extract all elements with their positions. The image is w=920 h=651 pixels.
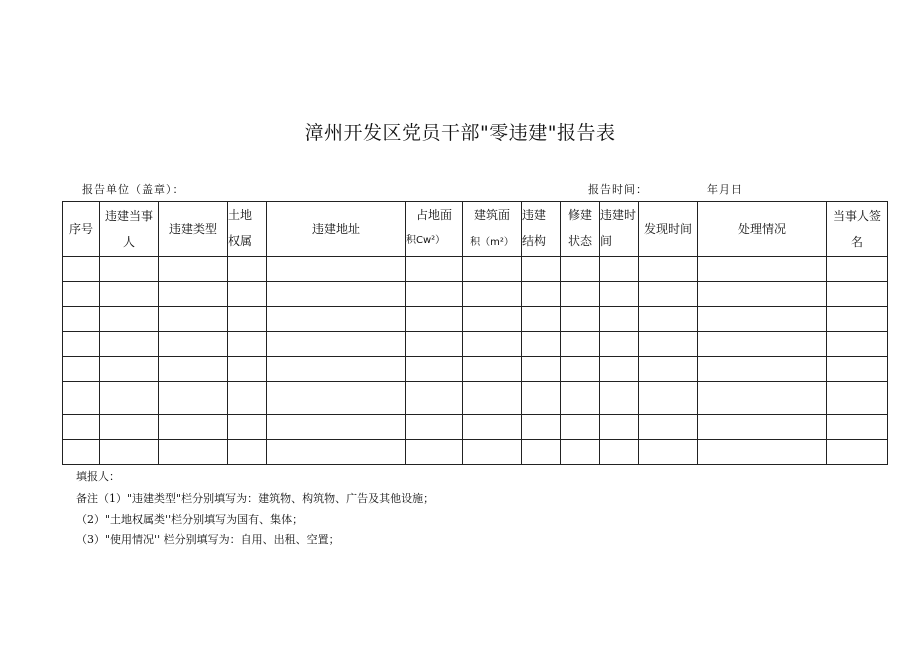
table-cell[interactable] <box>639 332 698 357</box>
table-header-row <box>63 202 888 257</box>
table-cell[interactable] <box>639 382 698 415</box>
table-cell[interactable] <box>522 307 561 332</box>
table-cell[interactable] <box>100 440 159 465</box>
table-cell[interactable] <box>267 440 406 465</box>
table-cell[interactable] <box>827 440 888 465</box>
table-cell[interactable] <box>827 357 888 382</box>
table-cell[interactable] <box>100 382 159 415</box>
table-cell[interactable] <box>267 357 406 382</box>
header-repair-status: 修建 状态 <box>561 202 600 257</box>
table-cell[interactable] <box>63 415 100 440</box>
table-cell[interactable] <box>698 382 827 415</box>
table-cell[interactable] <box>228 307 267 332</box>
table-cell[interactable] <box>159 282 228 307</box>
table-row <box>63 382 888 415</box>
table-cell[interactable] <box>698 282 827 307</box>
table-cell[interactable] <box>827 415 888 440</box>
table-cell[interactable] <box>463 415 522 440</box>
table-cell[interactable] <box>600 257 639 282</box>
table-cell[interactable] <box>228 282 267 307</box>
table-cell[interactable] <box>267 332 406 357</box>
table-cell[interactable] <box>463 332 522 357</box>
table-cell[interactable] <box>600 440 639 465</box>
header-address: 违建地址 <box>267 202 406 257</box>
table-cell[interactable] <box>463 357 522 382</box>
table-cell[interactable] <box>406 357 463 382</box>
table-cell[interactable] <box>159 357 228 382</box>
table-cell[interactable] <box>267 282 406 307</box>
note-2: （2）"土地权属类''栏分别填写为国有、集体； <box>76 513 304 526</box>
report-unit-label: 报告单位（盖章）： <box>82 183 185 196</box>
table-cell[interactable] <box>228 382 267 415</box>
table-cell[interactable] <box>639 415 698 440</box>
table-cell[interactable] <box>698 307 827 332</box>
table-cell[interactable] <box>639 282 698 307</box>
table-cell[interactable] <box>600 307 639 332</box>
header-found-time: 发现时间 <box>639 202 698 257</box>
header-floor-area: 占地面 积Cw²） <box>406 202 463 257</box>
report-date-label: 年月日 <box>707 183 743 196</box>
table-row <box>63 440 888 465</box>
header-build-time: 违建时 间 <box>600 202 639 257</box>
header-land-ownership: 土地 权属 <box>228 202 267 257</box>
table-row <box>63 332 888 357</box>
note-3: （3）"使用情况'' 栏分别填写为：自用、出租、空置； <box>76 533 340 546</box>
table-cell[interactable] <box>639 257 698 282</box>
table-cell[interactable] <box>159 307 228 332</box>
table-cell[interactable] <box>698 357 827 382</box>
table-cell[interactable] <box>600 332 639 357</box>
table-cell[interactable] <box>159 415 228 440</box>
table-cell[interactable] <box>827 257 888 282</box>
header-type: 违建类型 <box>159 202 228 257</box>
table-cell[interactable] <box>639 440 698 465</box>
table-cell[interactable] <box>463 307 522 332</box>
table-cell[interactable] <box>63 332 100 357</box>
table-cell[interactable] <box>827 282 888 307</box>
table-cell[interactable] <box>600 357 639 382</box>
table-cell[interactable] <box>100 257 159 282</box>
table-cell[interactable] <box>100 332 159 357</box>
table-cell[interactable] <box>100 415 159 440</box>
header-build-area: 建筑面 积（m²） <box>463 202 522 257</box>
table-cell[interactable] <box>406 257 463 282</box>
table-cell[interactable] <box>228 440 267 465</box>
table-cell[interactable] <box>100 357 159 382</box>
header-handling: 处理情况 <box>698 202 827 257</box>
table-cell[interactable] <box>600 382 639 415</box>
table-cell[interactable] <box>561 440 600 465</box>
table-cell[interactable] <box>228 357 267 382</box>
table-cell[interactable] <box>406 415 463 440</box>
table-row <box>63 257 888 282</box>
table-cell[interactable] <box>228 257 267 282</box>
table-cell[interactable] <box>600 415 639 440</box>
table-body <box>63 257 888 465</box>
table-cell[interactable] <box>406 382 463 415</box>
table-cell[interactable] <box>267 415 406 440</box>
table-cell[interactable] <box>561 357 600 382</box>
table-cell[interactable] <box>522 382 561 415</box>
table-cell[interactable] <box>522 415 561 440</box>
table-cell[interactable] <box>406 332 463 357</box>
table-cell[interactable] <box>100 307 159 332</box>
table-cell[interactable] <box>159 257 228 282</box>
table-cell[interactable] <box>827 307 888 332</box>
header-sign: 当事人签 名 <box>827 202 888 257</box>
header-party: 违建当事 人 <box>100 202 159 257</box>
table-cell[interactable] <box>522 332 561 357</box>
table-cell[interactable] <box>267 257 406 282</box>
table-cell[interactable] <box>100 282 159 307</box>
table-cell[interactable] <box>639 357 698 382</box>
table-cell[interactable] <box>63 382 100 415</box>
table-cell[interactable] <box>522 257 561 282</box>
table-cell[interactable] <box>561 307 600 332</box>
table-cell[interactable] <box>827 382 888 415</box>
report-time-label: 报告时间： <box>588 183 648 196</box>
table-cell[interactable] <box>463 257 522 282</box>
table-cell[interactable] <box>159 332 228 357</box>
table-cell[interactable] <box>406 282 463 307</box>
table-cell[interactable] <box>63 357 100 382</box>
table-cell[interactable] <box>406 307 463 332</box>
table-cell[interactable] <box>228 332 267 357</box>
table-row <box>63 357 888 382</box>
table-row <box>63 415 888 440</box>
table-cell[interactable] <box>228 415 267 440</box>
filler-label: 填报人： <box>76 470 120 483</box>
table-row <box>63 282 888 307</box>
table-cell[interactable] <box>463 440 522 465</box>
table-cell[interactable] <box>159 382 228 415</box>
table-cell[interactable] <box>63 282 100 307</box>
header-structure: 违建 结构 <box>522 202 561 257</box>
table-cell[interactable] <box>522 357 561 382</box>
table-cell[interactable] <box>698 415 827 440</box>
table-cell[interactable] <box>63 307 100 332</box>
table-cell[interactable] <box>267 382 406 415</box>
table-cell[interactable] <box>827 332 888 357</box>
table-cell[interactable] <box>463 282 522 307</box>
report-table <box>62 201 888 465</box>
table-cell[interactable] <box>639 307 698 332</box>
table-cell[interactable] <box>561 415 600 440</box>
table-cell[interactable] <box>522 282 561 307</box>
table-cell[interactable] <box>561 382 600 415</box>
header-seq: 序号 <box>63 202 100 257</box>
document-title: 漳州开发区党员干部"零违建"报告表 <box>304 122 616 144</box>
table-cell[interactable] <box>63 257 100 282</box>
table-cell[interactable] <box>561 257 600 282</box>
table-row <box>63 307 888 332</box>
table-cell[interactable] <box>522 440 561 465</box>
table-cell[interactable] <box>600 282 639 307</box>
table-cell[interactable] <box>698 440 827 465</box>
table-cell[interactable] <box>63 440 100 465</box>
table-cell[interactable] <box>698 257 827 282</box>
table-cell[interactable] <box>406 440 463 465</box>
table-cell[interactable] <box>561 332 600 357</box>
table-cell[interactable] <box>267 307 406 332</box>
table-cell[interactable] <box>159 440 228 465</box>
table-cell[interactable] <box>463 382 522 415</box>
note-1: 备注（1）"违建类型"栏分别填写为：建筑物、构筑物、广告及其他设施； <box>76 492 435 505</box>
table-cell[interactable] <box>561 282 600 307</box>
table-cell[interactable] <box>698 332 827 357</box>
